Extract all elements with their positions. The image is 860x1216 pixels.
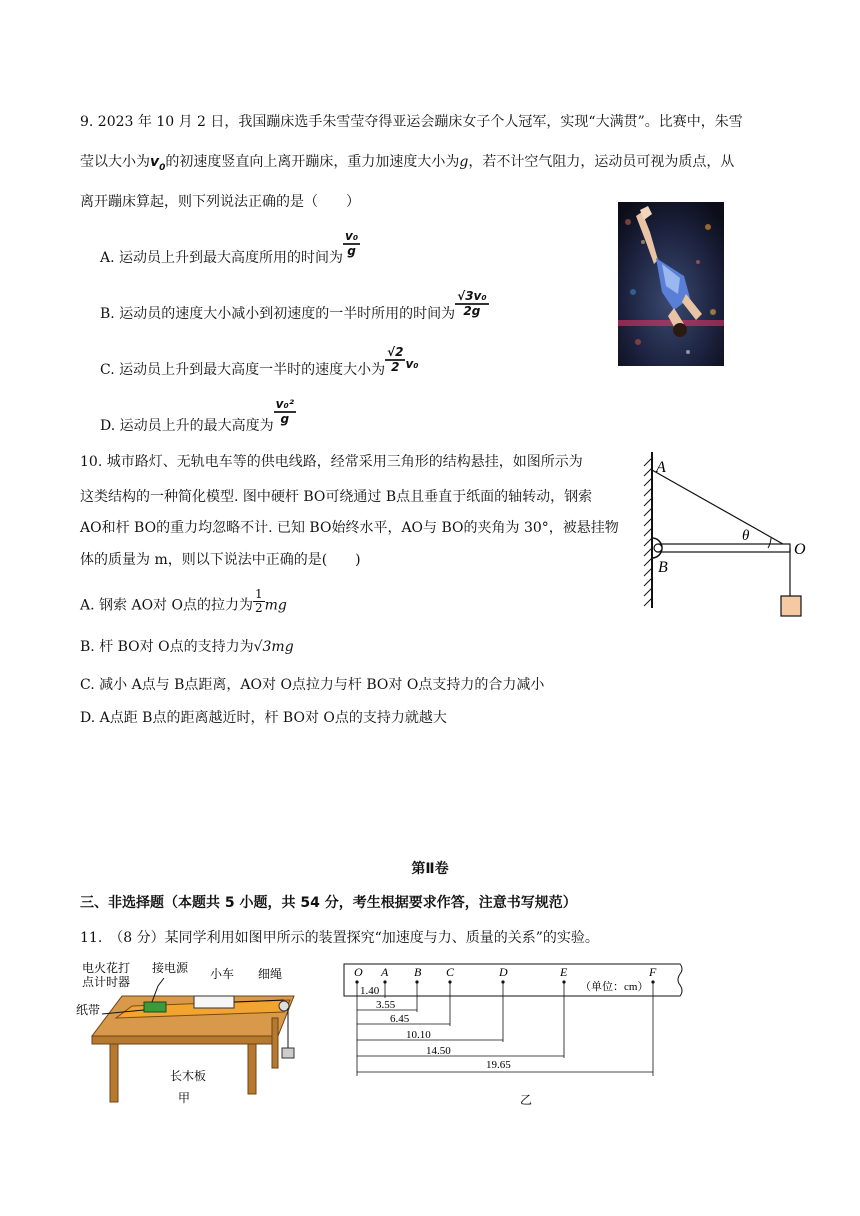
hanging-mass [781, 596, 801, 616]
q9-option-a: A. 运动员上升到最大高度所用的时间为 $\frac{\text{v₀}}{g}$ [100, 229, 359, 266]
svg-text:B: B [414, 965, 422, 979]
fraction: $\frac{\text{v₀²}}{g}$ [275, 397, 294, 426]
cable-ao [652, 470, 790, 548]
q9-option-c: C. 运动员上升到最大高度一半时的速度大小为 $\frac{√2}{2}$ v₀ [100, 345, 419, 378]
label-b: B [658, 559, 668, 576]
svg-text:10.10: 10.10 [406, 1029, 431, 1041]
q11-line1: 11. （8 分）某同学利用如图甲所示的装置探究“加速度与力、质量的关系”的实验。 [80, 930, 599, 946]
svg-text:甲: 甲 [178, 1091, 191, 1105]
fraction: $\frac{\text{√3v₀}}{2g}$ [457, 289, 487, 318]
label-a: A [656, 459, 666, 476]
section-heading: 三、非选择题（本题共 5 小题，共 54 分，考生根据要求作答，注意书写规范） [80, 895, 577, 911]
svg-text:1.40: 1.40 [360, 985, 380, 997]
label-theta: θ [742, 528, 750, 544]
q9-line2: 莹以大小为$v_0$的初速度竖直向上离开蹦床，重力加速度大小为g，若不计空气阻力，运动员可视为质点，从 [80, 154, 735, 173]
svg-text:乙: 乙 [520, 1093, 533, 1107]
trampoline-athlete-photo [618, 202, 724, 366]
svg-text:纸带: 纸带 [76, 1003, 101, 1017]
q10-option-c: C. 减小 A点与 B点距离，AO对 O点拉力与杆 BO对 O点支持力的合力减小 [80, 677, 545, 693]
svg-text:E: E [560, 965, 568, 979]
triangle-structure-diagram [636, 450, 816, 625]
svg-text:A: A [381, 965, 389, 979]
svg-text:长木板: 长木板 [170, 1069, 207, 1083]
svg-text:C: C [446, 965, 455, 979]
fraction: $\frac{√2}{2}$ [387, 345, 404, 374]
distance-labels [360, 985, 511, 1071]
svg-text:电火花打: 电火花打 [82, 961, 131, 975]
svg-text:小车: 小车 [210, 967, 235, 981]
paper-tape-diagram [340, 960, 690, 1110]
q9-option-b: B. 运动员的速度大小减小到初速度的一半时所用的时间为 $\frac{\text{√3v₀}}{2g}$ [100, 289, 487, 322]
q9-line1: 9. 2023 年 10 月 2 日，我国蹦床选手朱雪莹夺得亚运会蹦床女子个人冠军，实现“大满贯”。比赛中，朱雪 [80, 114, 743, 130]
svg-text:接电源: 接电源 [152, 961, 189, 975]
svg-text:14.50: 14.50 [426, 1045, 451, 1057]
svg-text:F: F [649, 965, 657, 979]
svg-text:D: D [499, 965, 508, 979]
q10-option-b: B. 杆 BO对 O点的支持力为√3mg [80, 639, 294, 655]
apparatus-diagram [72, 956, 312, 1106]
q10-option-d: D. A点距 B点的距离越近时，杆 BO对 O点的支持力就越大 [80, 710, 447, 726]
svg-text:19.65: 19.65 [486, 1059, 511, 1071]
svg-text:点计时器: 点计时器 [82, 975, 131, 989]
svg-text:O: O [354, 965, 363, 979]
q10-line1: 10. 城市路灯、无轨电车等的供电线路，经常采用三角形的结构悬挂，如图所示为 [80, 454, 583, 470]
fraction: $\frac{\text{v₀}}{g}$ [345, 229, 359, 258]
q10-line2: 这类结构的一种简化模型. 图中硬杆 BO可绕通过 B点且垂直于纸面的轴转动，钢索 [80, 489, 593, 505]
q10-option-a: A. 钢索 AO对 O点的拉力为 $\frac{1}{2}$ mg [80, 587, 287, 615]
fraction: $\frac{1}{2}$ [254, 587, 263, 615]
q10-line3: AO和杆 BO的重力均忽略不计. 已知 BO始终水平，AO与 BO的夹角为 30°，被悬挂物 [80, 520, 619, 536]
rod-bo [658, 544, 790, 552]
q9-option-d: D. 运动员上升的最大高度为 $\frac{\text{v₀²}}{g}$ [100, 397, 294, 434]
unit-label: （单位：cm） [580, 981, 649, 993]
q9-line3: 离开蹦床算起，则下列说法正确的是（ ） [80, 194, 360, 210]
v0-symbol: $v_0$ [150, 154, 166, 173]
section-title: 第Ⅱ卷 [411, 861, 449, 877]
svg-text:细绳: 细绳 [258, 967, 283, 981]
label-o: O [794, 541, 806, 558]
svg-text:3.55: 3.55 [376, 999, 396, 1011]
svg-text:6.45: 6.45 [390, 1013, 410, 1025]
q10-line4: 体的质量为 m，则以下说法中正确的是( ) [80, 552, 361, 568]
